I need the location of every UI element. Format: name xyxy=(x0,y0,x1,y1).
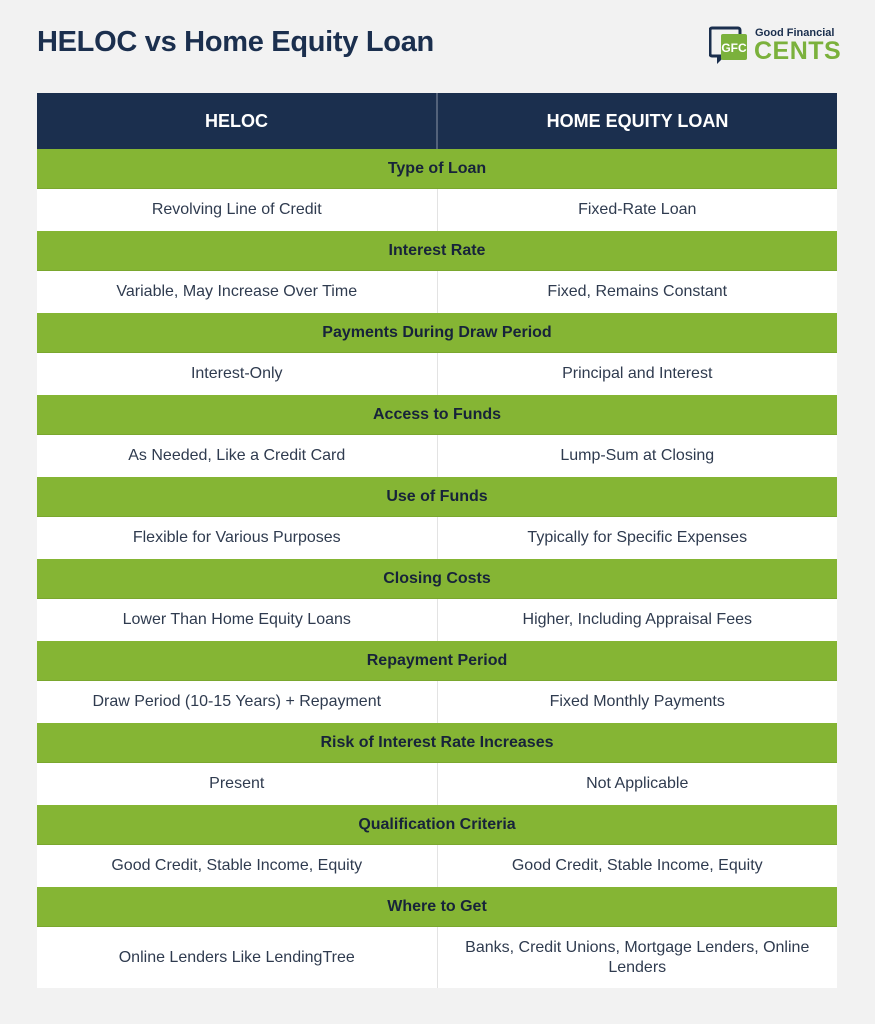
table-header xyxy=(37,93,837,149)
logo-speech-bubble-icon xyxy=(709,26,749,66)
section-interest-rate: Interest Rate xyxy=(37,231,837,271)
cell-heloc: Flexible for Various Purposes xyxy=(37,517,438,559)
section-type-of-loan: Type of Loan xyxy=(37,149,837,189)
section-qualification-criteria: Qualification Criteria xyxy=(37,805,837,845)
section-risk-of-interest-rate-increases: Risk of Interest Rate Increases xyxy=(37,723,837,763)
table-row xyxy=(37,763,837,805)
cell-heloc: Good Credit, Stable Income, Equity xyxy=(37,845,438,887)
cell-heloc: As Needed, Like a Credit Card xyxy=(37,435,438,477)
header-home-equity-loan: HOME EQUITY LOAN xyxy=(546,110,729,131)
table-row xyxy=(37,599,837,641)
cell-heloc: Online Lenders Like LendingTree xyxy=(37,927,438,988)
page-title: HELOC vs Home Equity Loan xyxy=(37,26,434,58)
cell-home-equity-loan: Principal and Interest xyxy=(562,365,713,382)
table-row xyxy=(37,681,837,723)
table-row xyxy=(37,927,837,988)
cell-home-equity-loan: Banks, Credit Unions, Mortgage Lenders, Online Lenders xyxy=(465,938,810,976)
brand-logo xyxy=(709,26,841,66)
table-row xyxy=(37,353,837,395)
cell-heloc: Revolving Line of Credit xyxy=(37,189,438,231)
logo-mark-text: GFC xyxy=(721,41,747,55)
cell-home-equity-loan: Higher, Including Appraisal Fees xyxy=(522,611,752,628)
table-row xyxy=(37,189,837,231)
cell-home-equity-loan: Fixed-Rate Loan xyxy=(578,201,697,218)
header-heloc: HELOC xyxy=(37,93,438,149)
logo-small-text: Good Financial xyxy=(755,27,835,39)
table-row xyxy=(37,845,837,887)
logo-big-text: CENTS xyxy=(754,37,842,65)
comparison-table xyxy=(37,93,837,988)
section-use-of-funds: Use of Funds xyxy=(37,477,837,517)
section-where-to-get: Where to Get xyxy=(37,887,837,927)
cell-heloc: Interest-Only xyxy=(37,353,438,395)
cell-home-equity-loan: Fixed Monthly Payments xyxy=(549,693,725,710)
cell-heloc: Draw Period (10-15 Years) + Repayment xyxy=(37,681,438,723)
cell-home-equity-loan: Lump-Sum at Closing xyxy=(560,447,715,464)
section-access-to-funds: Access to Funds xyxy=(37,395,837,435)
table-row xyxy=(37,517,837,559)
section-closing-costs: Closing Costs xyxy=(37,559,837,599)
cell-home-equity-loan: Not Applicable xyxy=(586,775,689,792)
cell-heloc: Variable, May Increase Over Time xyxy=(37,271,438,313)
table-row xyxy=(37,271,837,313)
cell-home-equity-loan: Fixed, Remains Constant xyxy=(547,283,728,300)
section-payments-during-draw-period: Payments During Draw Period xyxy=(37,313,837,353)
cell-heloc: Lower Than Home Equity Loans xyxy=(37,599,438,641)
section-repayment-period: Repayment Period xyxy=(37,641,837,681)
cell-home-equity-loan: Good Credit, Stable Income, Equity xyxy=(511,857,763,874)
cell-home-equity-loan: Typically for Specific Expenses xyxy=(527,529,748,546)
cell-heloc: Present xyxy=(37,763,438,805)
table-row xyxy=(37,435,837,477)
